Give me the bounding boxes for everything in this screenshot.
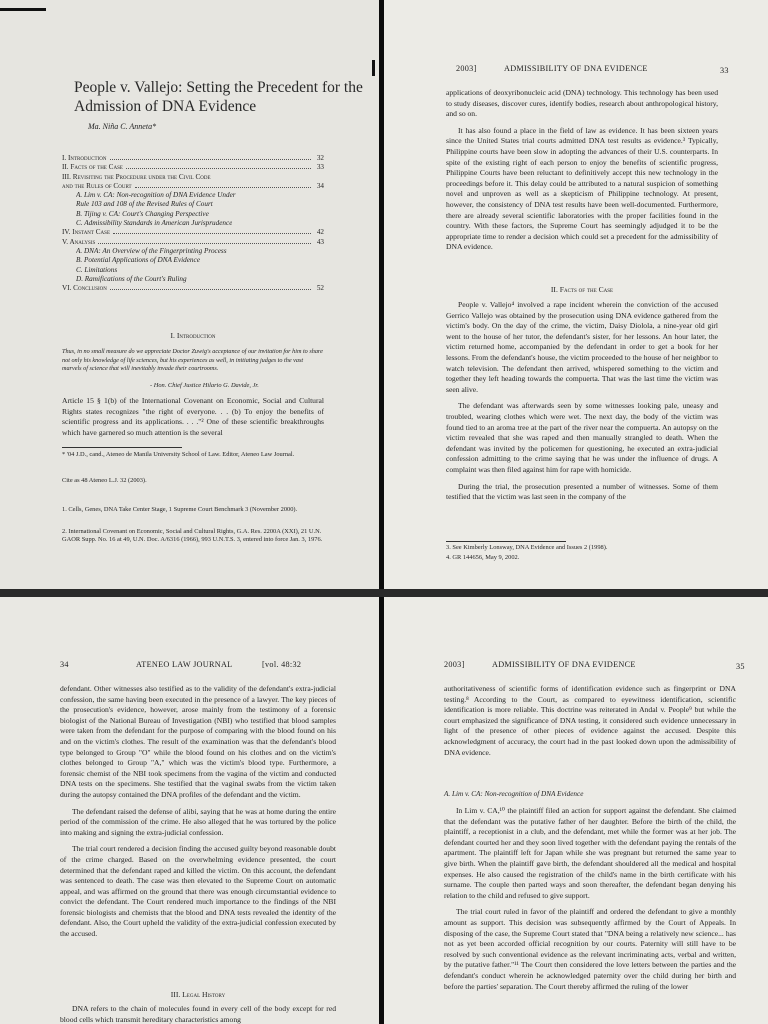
toc-entry <box>62 247 324 256</box>
toc-entry <box>62 173 324 182</box>
toc-entry <box>62 154 324 163</box>
section-heading: III. Legal History <box>170 990 226 999</box>
volume-info: [vol. 48:32 <box>262 660 302 669</box>
toc-page-number: 32 <box>316 154 324 162</box>
toc-leader <box>98 243 311 244</box>
body-text <box>60 1004 336 1024</box>
page-number: 33 <box>720 66 729 75</box>
paragraph: applications of deoxyribonucleic acid (DNA) technology. This technology has been used to study diseases, discover cures, identify bodies, research about anthropological history, and so on. <box>446 88 718 119</box>
toc-leader <box>110 289 311 290</box>
paragraph: The trial court rendered a decision finding the accused guilty beyond reasonable doubt of the crime charged. Based on the overwhelming evidence presented, the court determined that the defendant raped and killed the victim. On this account, the defendant was sentenced to death. The case was then elevated to the Supreme Court on automatic appeal, and was affirmed on the ground that there was enough circumstantial evidence to convict the defendant. The Court rendered much importance to the findings of the NBI forensic biologists and chemists that the blood and DNA tests revealed the identity of the defendant. Also, the Court upheld the validity of the extra-judicial confession executed by the accused. <box>60 844 336 939</box>
toc-entry-label: VI. Conclusion <box>62 284 107 293</box>
toc-entry-label: D. Ramifications of the Court's Ruling <box>76 274 187 283</box>
running-title: ATENEO LAW JOURNAL <box>136 660 233 669</box>
toc-entry <box>62 191 324 200</box>
toc-page-number: 33 <box>316 163 324 172</box>
toc-entry <box>62 219 324 228</box>
toc-entry <box>62 200 324 209</box>
toc-entry-label: B. Potential Applications of DNA Evidence <box>76 256 200 265</box>
paragraph: During the trial, the prosecution presented a number of witnesses. Some of them testified that the victim was last seen in the company of the <box>446 481 718 502</box>
toc-entry <box>62 163 324 172</box>
running-year: 2003] <box>444 660 465 669</box>
paragraph: People v. Vallejo⁴ involved a rape incident wherein the conviction of the accused Gerrico Vallejo was obtained by the prosecution using DNA evidence gathered from the victim's body. On the day of the crime, the victim, Daisy Diolola, a nine-year old girl went to the house of her tutor, the defendant's sister, for her lessons. An hour later, the victim returned home, accompanied by the defendant in order to get a book for her lessons. From the defendant's house, the victim proceeded to the house of her neighbor to watch television. The defendant then arrived, whispered something to the victim and together they left heading towards the compuerta. That was the last time the victim was seen alive. <box>446 300 718 394</box>
page-32 <box>0 0 380 590</box>
body-text <box>446 300 718 509</box>
toc-entry-label: A. Lim v. CA: Non-recognition of DNA Evidence Under <box>76 191 236 200</box>
toc-leader <box>135 187 311 188</box>
epigraph-attribution: - Hon. Chief Justice Hilario G. Davide, Jr. <box>150 382 259 389</box>
paragraph: In Lim v. CA,¹⁰ the plaintiff filed an action for support against the defendant. She claimed that the defendant was the putative father of her daughter. Before the birth of the child, the plaintiff, a receptionist in a club, and the defendant, met while the former was at her job. The defendant courted her and they soon lived together with the defendant paying the rentals of the apartment. The plaintiff left for Japan while she was pregnant but returned the same year to give birth. When the plaintiff gave birth, the defendant shouldered all the medical and hospital expenses. He also caused the registration of the child's name in the birth certificate with his surname. The couple then parted ways and soon thereafter, the defendant began denying his relation to the child and refused to give support. <box>444 806 736 900</box>
toc-entry-label: C. Admissibility Standards in American Jurisprudence <box>76 219 233 228</box>
toc-entry-label: III. Revisiting the Procedure under the Civil Code <box>62 172 211 181</box>
footnote-1: 1. Cells, Genes, DNA Take Center Stage, 1 Supreme Court Benchmark 3 (November 2000). <box>62 506 298 513</box>
footnote-rule <box>446 541 566 542</box>
paragraph: It has also found a place in the field of law as evidence. It has been sixteen years since the United States trial courts admitted DNA test results as evidence.³ Typically, Philippine courts have been slow in adopting the advances of their U.S. counterparts. In spite of the existing right of each person to enjoy the benefits of scientific progress, Philippine Courts have been reluctant to definitively accept this new technology in the proceedings before it. This delay could be attributed to a natural suspicion of something novel and unproven as well as a skepticism of Philippine technology. At present, however, the consistency of DNA test results have been well-documented. Furthermore, there are already several scientific laboratories with the proper facilities found in the country. With these factors, the Supreme Court has seemingly adjudged it to be the appropriate time to render a decision which could set a precedent for the admissibility of DNA evidence. <box>446 125 718 252</box>
toc-page-number: 42 <box>316 228 324 237</box>
paragraph: defendant. Other witnesses also testified as to the validity of the defendant's extra-judicial confession, the same having been executed in the presence of a lawyer. The key pieces of the prosecution's evidence, however, arose mainly from the testimony of a forensic biologist of the National Bureau of Investigation (NBI) who testified that blood samples were taken from the defendant for the purpose of comparing with the blood found on his and on the victim's clothes. The result of the examination was that the defendant's blood type belonged to Group "O" while the blood found on his clothes and on the victim's clothes belonged to Group "A," which was the victim's blood type. Furthermore, a forensic chemist of the NBI took specimens from the vagina of the victim and conducted DNA tests on the specimens. She testified that the vaginal swabs from the victim taken during the autopsy contained the DNA profiles of the defendant and the victim. <box>60 684 336 799</box>
toc-entry <box>62 228 324 237</box>
toc-entry-label: and the Rules of Court <box>62 181 132 190</box>
toc-page-number: 52 <box>316 284 324 293</box>
article-title: People v. Vallejo: Setting the Precedent for the Admission of DNA Evidence <box>74 79 363 115</box>
footnote-4: 4. GR 144656, May 9, 2002. <box>446 554 520 561</box>
toc-entry <box>62 210 324 219</box>
toc-entry-label: II. Facts of the Case <box>62 163 123 172</box>
section-heading: I. Introduction <box>170 331 216 340</box>
running-title: ADMISSIBILITY OF DNA EVIDENCE <box>492 660 636 669</box>
toc-entry <box>62 266 324 275</box>
toc-entry-label: C. Limitations <box>76 265 118 274</box>
toc-entry <box>62 284 324 293</box>
subsection-heading: A. Lim v. CA: Non-recognition of DNA Evidence <box>444 790 584 798</box>
toc-leader <box>110 159 312 160</box>
page-separator <box>0 589 768 597</box>
page-34 <box>0 596 380 1024</box>
paragraph: The trial court ruled in favor of the plaintiff and ordered the defendant to give a monthly amount as support. This decision was subsequently affirmed by the Court of Appeals. In disposing of the case, the Supreme Court stated that "DNA being a relatively new science... has not as yet been accorded official recognition by our courts. Paternity will still have to be resolved by such conventional evidence as the relevant incriminating acts, verbal and written, by the putative father."¹¹ The Court then considered the love letters between the parties and the defendant's conduct wherein he acknowledged paternity over the child during her birth and before the parties' separation. The Court thereby affirmed the ruling of the lower <box>444 907 736 991</box>
binding-shadow <box>379 596 384 1024</box>
page-33 <box>384 0 768 590</box>
footnote-3: 3. See Kimberly Lonsway, DNA Evidence and Issues 2 (1998). <box>446 544 608 551</box>
body-text <box>60 684 336 946</box>
paragraph: The defendant raised the defense of alibi, saying that he was at home during the entire period of the commission of the crime. He also alleged that he was tortured by the police into making and signing the extra-judicial confession. <box>60 806 336 837</box>
paragraph: The defendant was afterwards seen by some witnesses looking pale, uneasy and troubled, wearing clothes which were wet. The next day, the body of the victim was found tied to an aroma tree at the part of the river near the compuerta. An autopsy on the victim revealed that she was raped and then manually strangled to death. When the defendant was invited by the policemen for questioning, he executed an extra-judicial confession admitting to the crime saying that he was under the influence of drugs. A complaint was then filed against him for rape with homicide. <box>446 401 718 474</box>
toc-entry-label: V. Analysis <box>62 237 96 246</box>
toc-page-number: 43 <box>316 237 324 246</box>
footnote-star: * '04 J.D., cand., Ateneo de Manila University School of Law. Editor, Ateneo Law Journal. <box>62 451 295 458</box>
running-year: 2003] <box>456 64 477 73</box>
author-name: Ma. Niña C. Anneta* <box>88 122 157 131</box>
footnote-rule <box>62 447 182 448</box>
toc-page-number: 34 <box>316 181 324 190</box>
body-text <box>446 88 718 259</box>
paragraph: authoritativeness of scientific forms of identification evidence such as fingerprint or DNA testing.⁸ According to the Court, as compared to eyewitness identification, scientific identification is more reliable. This doctrine was reiterated in Andal v. People⁹ but while the court emphasized the significance of DNA testing, it considered such evidence unnecessary in light of the presence of other pieces of evidence against the accused. Despite this acknowledgment of accuracy, the court had in the past looked down upon the admissibility of DNA evidence. <box>444 684 736 757</box>
toc-entry <box>62 238 324 247</box>
toc-entry-label: A. DNA: An Overview of the Fingerprinting Process <box>76 246 227 255</box>
toc-entry <box>62 256 324 265</box>
epigraph: Thus, in no small measure do we appreciate Doctor Zuwig's acceptance of our invitation for him to share not only his knowledge of life sciences, but his experiences as well, in initiating judges to the vast marvels of science that will inevitably invade their courtrooms. <box>62 348 323 373</box>
footnote-2: 2. International Covenant on Economic, Social and Cultural Rights, G.A. Res. 2200A (XXI), 21 U.N. GAOR Supp. No. 16 at 49, U.N. Doc. A/6316 (1966), 993 U.N.T.S. 3, entered into force Jan. 3, 1976. <box>62 528 323 544</box>
toc-entry-label: B. Tijing v. CA: Court's Changing Perspective <box>76 209 209 218</box>
toc-leader <box>126 168 311 169</box>
page-number: 35 <box>736 662 745 671</box>
citation: Cite as 48 Ateneo L.J. 32 (2003). <box>62 477 147 484</box>
toc-entry-label: Rule 103 and 108 of the Revised Rules of Court <box>76 200 213 209</box>
toc-entry <box>62 182 324 191</box>
running-title: ADMISSIBILITY OF DNA EVIDENCE <box>504 64 648 73</box>
toc-entry <box>62 275 324 284</box>
toc-entry-label: I. Introduction <box>62 154 107 162</box>
scan-mark <box>372 60 375 76</box>
paragraph: DNA refers to the chain of molecules found in every cell of the body except for red blood cells which transmit hereditary characteristics among <box>60 1004 336 1024</box>
section-heading: II. Facts of the Case <box>550 285 614 294</box>
body-text <box>444 684 736 764</box>
toc-leader <box>113 233 311 234</box>
page-35 <box>384 596 768 1024</box>
body-paragraph: Article 15 § 1(b) of the International Covenant on Economic, Social and Cultural Rights states recognizes "the right of everyone. . . (b) To enjoy the benefits of scientific progress and its applications. . . ."² One of these scientific breakthroughs which have garnered so much attention is the several <box>62 396 324 437</box>
binding-shadow <box>379 0 384 590</box>
scan-mark <box>0 8 46 11</box>
page-number: 34 <box>60 660 69 669</box>
table-of-contents <box>62 154 324 293</box>
body-text <box>444 806 736 998</box>
toc-entry-label: IV. Instant Case <box>62 228 111 237</box>
